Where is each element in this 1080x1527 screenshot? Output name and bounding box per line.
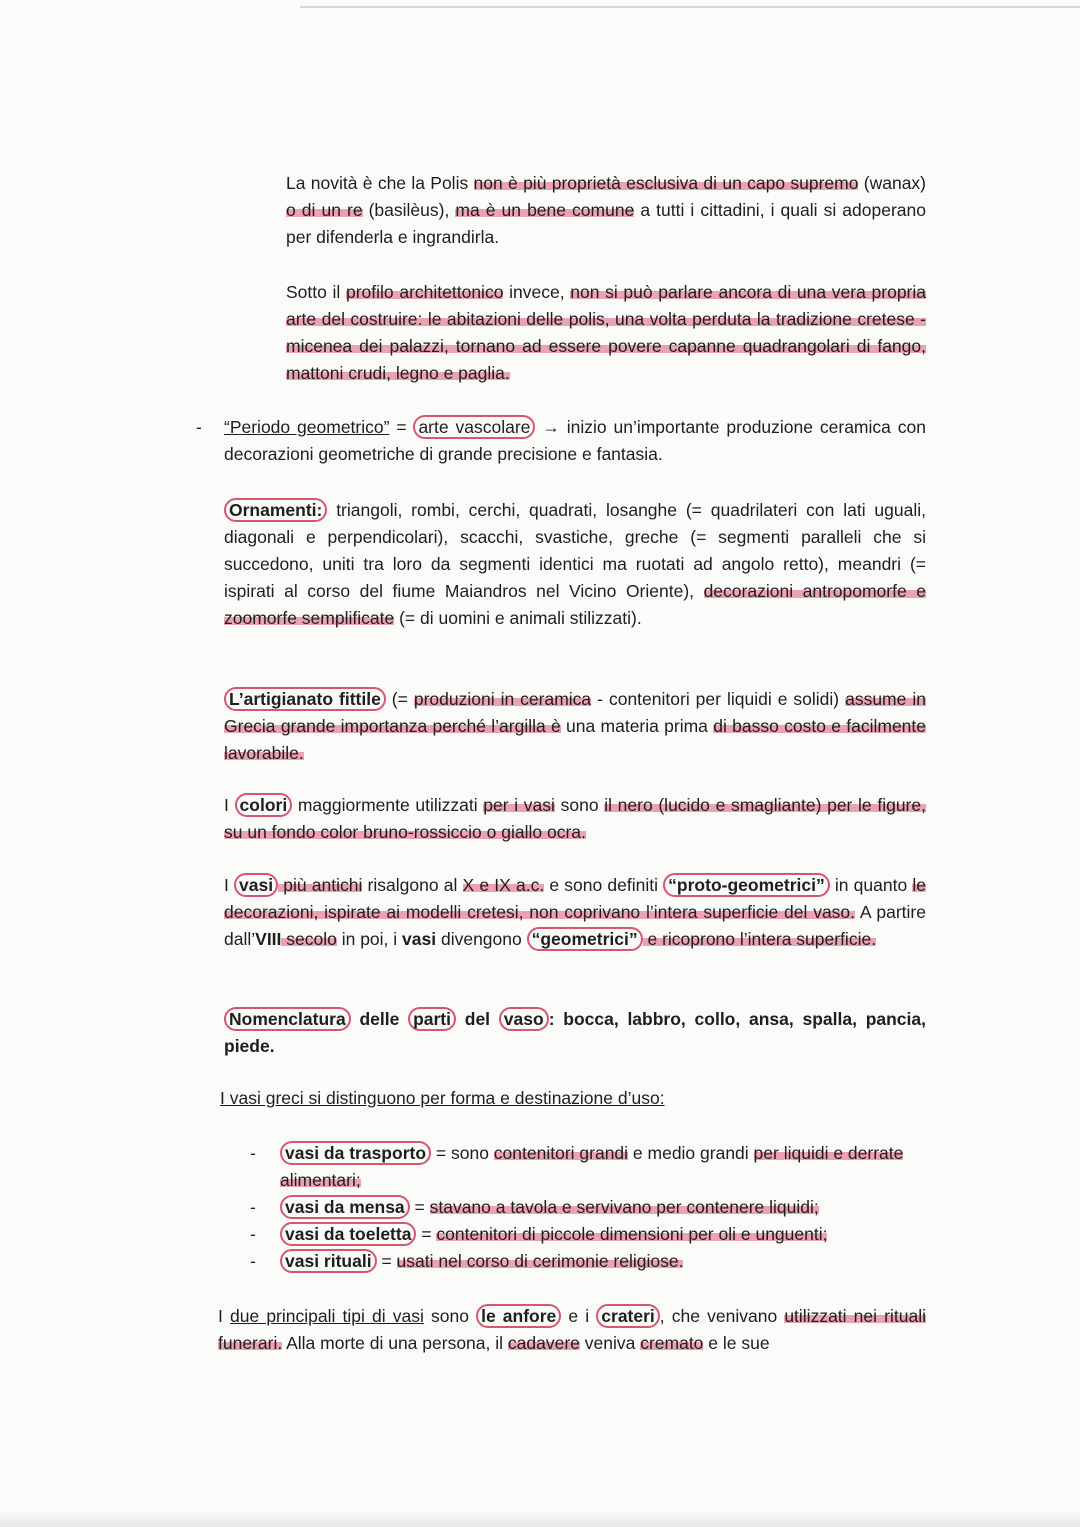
text: in poi, i [336, 929, 403, 949]
text: VIII [255, 929, 282, 949]
circled-term: arte vascolare [413, 415, 535, 439]
text: Sotto il [286, 282, 346, 302]
list-dash: - [250, 1197, 256, 1217]
highlight: usati nel corso di cerimonie religiose. [396, 1251, 684, 1271]
highlight: contenitori grandi [493, 1143, 629, 1163]
circled-term: vaso [499, 1007, 549, 1031]
list-dash: - [250, 1251, 256, 1271]
text: (= ispirati al corso del fiume Maiandros nel Vicino Oriente), [224, 554, 926, 601]
highlight: non è più proprietà esclusiva di un capo supremo [473, 173, 859, 193]
text: a tutti i cittadini, i quali si adoperano per difenderla e ingrandirla. [286, 200, 926, 247]
list-item [250, 1194, 926, 1221]
paragraph-colori [224, 792, 926, 846]
circled-term: “geometrici” [527, 927, 643, 951]
text: risalgono al [362, 875, 463, 895]
text: (= segmenti paralleli che si succedono, uniti tra loro da segmenti identici ma ruotati ad angolo retto), [224, 527, 927, 574]
paragraph-periodo-geometrico [224, 414, 926, 468]
text: triangoli, rombi, cerchi, quadrati, losanghe [327, 500, 678, 520]
circled-term: vasi da toeletta [280, 1222, 416, 1246]
text: (wanax) [858, 173, 927, 193]
text: sono [554, 795, 605, 815]
highlight: le decorazioni, ispirate ai modelli cretesi, non coprivano l’intera superficie del vaso. [224, 875, 927, 922]
highlight: (lucido e smagliante) per le figure, su un fondo color bruno-rossiccio o giallo ocra. [224, 795, 926, 842]
vase-types-list [250, 1140, 926, 1275]
highlight: decorazioni antropomorfe e zoomorfe semplificate [224, 581, 926, 628]
highlight: o di un re [286, 200, 363, 220]
text: inizio un’importante produzione ceramica con decorazioni geometriche di grande precisione e fantasia. [224, 417, 926, 464]
highlight: contenitori di piccole dimensioni per oli e unguenti; [436, 1224, 828, 1244]
circled-term: vasi [234, 873, 278, 897]
circled-term: le anfore [476, 1304, 561, 1328]
list-dash: - [250, 1143, 256, 1163]
text: : bocca, labbro, collo, ansa, spalla, pancia, piede. [224, 1009, 926, 1056]
paper-bottom-shadow [0, 1509, 1080, 1527]
highlight: di basso costo e facilmente lavorabile. [224, 716, 927, 763]
text: I [224, 875, 235, 895]
paragraph-polis [286, 170, 926, 251]
highlight: il nero [604, 795, 653, 815]
circled-term: vasi da trasporto [280, 1141, 431, 1165]
list-item [250, 1248, 926, 1275]
highlight: per liquidi e derrate alimentari; [280, 1143, 904, 1190]
text: , che venivano [659, 1306, 785, 1326]
paragraph-architettura [286, 279, 926, 387]
paragraph-nomenclatura [224, 1006, 926, 1060]
text: scacchi, svastiche, greche [460, 527, 679, 547]
highlight: ma è un bene comune [455, 200, 635, 220]
text: La novità è che la Polis [286, 173, 474, 193]
highlight: non si può parlare ancora di una vera propria arte del costruire: le abitazioni delle polis, una volta perduta la tradizione cretese - micenea dei palazzi, tornano ad essere povere capanne quadrangolari di fango, mattoni crudi, legno e paglia. [286, 282, 926, 383]
paragraph-tipi-principali [218, 1303, 926, 1357]
highlight: cadavere [507, 1333, 580, 1353]
text: = [416, 1224, 437, 1244]
highlight: più antichi [278, 875, 363, 895]
text: (basilèus), [362, 200, 456, 220]
circled-term: colori [235, 793, 293, 817]
circled-term: crateri [596, 1304, 660, 1328]
text: veniva [579, 1333, 641, 1353]
text: una materia prima [560, 716, 714, 736]
text: e medio grandi [628, 1143, 754, 1163]
highlight: utilizzati nei rituali funerari. [218, 1306, 926, 1353]
text: - contenitori per liquidi e solidi) [591, 689, 846, 709]
arrow-icon: → [535, 417, 567, 437]
text: divengono [436, 929, 527, 949]
text: vasi [402, 929, 437, 949]
text: = sono [431, 1143, 494, 1163]
highlight: profilo architettonico [346, 282, 504, 302]
text: I [224, 795, 235, 815]
text: sono [423, 1306, 477, 1326]
highlight: e ricoprono l’intera superficie. [642, 929, 877, 949]
highlight: assume in Grecia grande importanza perché l’argilla è [224, 689, 926, 736]
circled-term: parti [408, 1007, 456, 1031]
circled-term: Nomenclatura [224, 1007, 351, 1031]
highlight: per i vasi [483, 795, 555, 815]
text: delle [350, 1009, 409, 1029]
text: e le sue [703, 1333, 770, 1353]
paragraph-vasi-greci [220, 1085, 926, 1112]
text: maggiormente utilizzati [292, 795, 484, 815]
circled-term: vasi da mensa [280, 1195, 410, 1219]
text: = [409, 1197, 430, 1217]
text: invece, [503, 282, 571, 302]
text: Alla morte di una persona, il [282, 1333, 508, 1353]
underlined-term: due principali tipi di vasi [230, 1306, 424, 1326]
circled-term: L’artigianato fittile [224, 687, 386, 711]
list-item [250, 1221, 926, 1248]
text: = [376, 1251, 397, 1271]
highlight: X e IX a.c. [462, 875, 545, 895]
circled-term: Ornamenti: [224, 498, 327, 522]
text: (= di uomini e animali stilizzati). [394, 608, 642, 628]
highlight: stavano a tavola e servivano per contenere liquidi; [429, 1197, 819, 1217]
highlight: produzioni in ceramica [413, 689, 592, 709]
circled-term: vasi rituali [280, 1249, 377, 1273]
underlined-term: “Periodo geometrico” [224, 417, 390, 437]
list-dash: - [196, 417, 202, 437]
text: e sono definiti [544, 875, 664, 895]
list-dash: - [250, 1224, 256, 1244]
circled-term: “proto-geometrici” [663, 873, 830, 897]
text: meandri [837, 554, 902, 574]
list-item [250, 1140, 926, 1194]
text: del [456, 1009, 499, 1029]
text: I [218, 1306, 230, 1326]
paragraph-artigianato [224, 686, 926, 767]
paper-edge-line [300, 6, 1080, 8]
text: in quanto [829, 875, 913, 895]
paragraph-vasi-antichi [224, 872, 926, 953]
text: (= [385, 689, 414, 709]
paragraph-ornamenti [224, 497, 926, 632]
underlined-heading: I vasi greci si distinguono per forma e destinazione d’uso: [220, 1088, 665, 1108]
text: = [389, 417, 414, 437]
highlight: cremato [640, 1333, 704, 1353]
highlight: secolo [281, 929, 337, 949]
text: (= quadrilateri con lati uguali, diagonali e perpendicolari), [224, 500, 926, 547]
text: e i [561, 1306, 597, 1326]
text: A partire dall’ [224, 902, 926, 949]
